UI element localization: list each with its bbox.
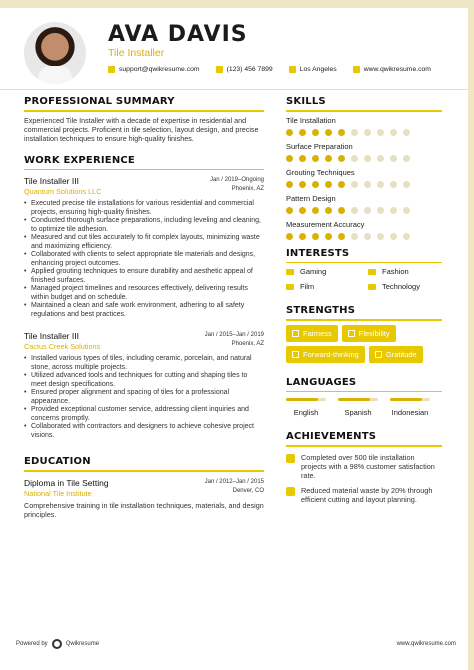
rating-dot (325, 181, 332, 188)
skill-item (286, 116, 442, 136)
job-location: Phoenix, AZ (231, 186, 264, 192)
rating-dot (338, 181, 345, 188)
job-bullet: • Ensured proper alignment and spacing of tiles for a professional appearance. (24, 389, 264, 406)
language-item (390, 398, 430, 417)
education-location: Denver, CO (232, 487, 264, 494)
strength-tag (286, 346, 365, 363)
skill-rating (286, 207, 442, 214)
email-text[interactable]: support@qwikresume.com (119, 66, 200, 73)
strength-tag (369, 346, 423, 363)
rating-dot (377, 207, 384, 214)
language-item (286, 398, 326, 417)
rating-dot (325, 155, 332, 162)
job-bullet: • Installed various types of tiles, including ceramic, porcelain, and natural stone, across multiple projects. (24, 355, 264, 372)
right-column (286, 96, 442, 504)
company-name: Cactus Creek Solutions (24, 342, 101, 351)
language-bar (390, 398, 430, 401)
phone-text: (123) 456 7899 (226, 66, 273, 73)
rating-dot (377, 129, 384, 136)
interests-heading: INTERESTS (286, 247, 350, 259)
strength-label: Flexibility (358, 328, 390, 338)
website-text[interactable]: www.qwikresume.com (363, 66, 431, 73)
job-title: Tile Installer III (24, 331, 79, 341)
section-rule (286, 262, 442, 264)
skill-rating (286, 181, 442, 188)
rating-dot (377, 155, 384, 162)
trophy-icon (286, 454, 295, 463)
job-bullet: • Measured and cut tiles accurately to fit complex layouts, minimizing waste and maximizing efficiency. (24, 234, 264, 251)
degree-title: Diploma in Tile Setting (24, 477, 109, 488)
rating-dot (312, 233, 319, 240)
language-bar (338, 398, 378, 401)
rating-dot (299, 155, 306, 162)
rating-dot (312, 181, 319, 188)
rating-dot (364, 129, 371, 136)
skill-label: Grouting Techniques (286, 167, 355, 177)
rating-dot (286, 233, 293, 240)
skill-item (286, 142, 442, 162)
email-icon (108, 66, 115, 73)
brand-text[interactable]: Qwikresume (65, 641, 100, 647)
job-dates: Jan / 2019–Ongoing (209, 177, 264, 183)
rating-dot (364, 181, 371, 188)
achievement-item (286, 486, 442, 504)
job-bullet: • Managed project timelines and resources effectively, delivering results within budget and on schedule. (24, 285, 264, 302)
interest-label: Fashion (382, 267, 409, 276)
strength-tag (342, 325, 396, 342)
job-bullet: • Maintained a clean and safe work environment, adhering to all safety regulations and best practices. (24, 302, 264, 319)
education-text: Comprehensive training in tile installation techniques, materials, and design principles. (24, 500, 264, 519)
job-dates: Jan / 2015–Jan / 2019 (204, 332, 264, 338)
profile-photo (24, 22, 86, 84)
rating-dot (390, 155, 397, 162)
candidate-title: Tile Installer (108, 47, 165, 59)
rating-dot (390, 233, 397, 240)
rating-dot (312, 155, 319, 162)
rating-dot (351, 207, 358, 214)
rating-dot (403, 155, 410, 162)
header-divider (0, 89, 468, 90)
arrow-icon (292, 351, 299, 358)
job-bullet: • Utilized advanced tools and techniques for cutting and shaping tiles to meet design specifications. (24, 372, 264, 389)
languages-list (286, 398, 442, 417)
strengths-list (286, 325, 442, 363)
job-bullet: • Collaborated with contractors and designers to achieve cohesive project visions. (24, 423, 264, 440)
interest-item (286, 267, 360, 276)
skill-label: Pattern Design (286, 193, 336, 203)
strength-label: Gratitude (385, 349, 417, 359)
job-entry (24, 176, 264, 319)
strengths-heading: STRENGTHS (286, 305, 356, 316)
footer-site[interactable]: www.qwikresume.com (396, 641, 456, 647)
section-rule (286, 445, 442, 447)
rating-dot (299, 233, 306, 240)
powered-text: Powered by (16, 641, 48, 647)
skill-rating (286, 155, 442, 162)
rating-dot (403, 129, 410, 136)
location-icon (289, 66, 296, 73)
language-bar-fill (338, 398, 370, 401)
top-band (0, 0, 474, 8)
summary-text: Experienced Tile Installer with a decade of expertise in residential and commercial projects. Proficient in tile selection, layout design, and precise installation techniques to ensure high-quality finishes. (24, 115, 259, 143)
gamepad-icon (286, 269, 294, 275)
school-name: National Tile Institute (24, 488, 92, 498)
skill-label: Surface Preparation (286, 141, 353, 151)
rating-dot (338, 155, 345, 162)
shirt-icon (368, 269, 376, 275)
interest-item (368, 282, 442, 291)
language-item (338, 398, 378, 417)
location-text: Los Angeles (299, 66, 337, 73)
education-heading: EDUCATION (24, 456, 91, 467)
strength-label: Forward-thinking (303, 349, 359, 359)
scale-icon (292, 330, 299, 337)
rating-dot (351, 181, 358, 188)
language-label: Spanish (344, 408, 372, 417)
skill-label: Measurement Accuracy (286, 219, 365, 229)
website-icon (353, 66, 360, 73)
rating-dot (364, 233, 371, 240)
languages-heading: LANGUAGES (286, 376, 357, 388)
achievement-text: Completed over 500 tile installation projects with a 98% customer satisfaction rate. (301, 452, 435, 480)
interest-label: Gaming (300, 267, 327, 276)
rating-dot (351, 233, 358, 240)
rating-dot (299, 129, 306, 136)
summary-heading: PROFESSIONAL SUMMARY (24, 96, 175, 107)
trophy-icon (286, 487, 295, 496)
rating-dot (377, 233, 384, 240)
rating-dot (286, 181, 293, 188)
flex-icon (348, 330, 355, 337)
section-rule (286, 319, 442, 321)
rating-dot (403, 207, 410, 214)
achievements-heading: ACHIEVEMENTS (286, 431, 377, 442)
rating-dot (338, 207, 345, 214)
section-rule (286, 391, 442, 393)
job-title: Tile Installer III (24, 176, 79, 186)
education-dates: Jan / 2012–Jan / 2015 (204, 478, 264, 485)
rating-dot (325, 129, 332, 136)
rating-dot (403, 233, 410, 240)
achievement-text: Reduced material waste by 20% through efficient cutting and layout planning. (301, 485, 433, 504)
job-bullet: • Conducted thorough surface preparations, including leveling and cleaning, to optimize tile adhesion. (24, 217, 264, 234)
rating-dot (390, 129, 397, 136)
phone-icon (216, 66, 223, 73)
job-location: Phoenix, AZ (231, 341, 264, 347)
candidate-name: AVA DAVIS (108, 22, 248, 47)
company-name: Quantum Solutions LLC (24, 187, 102, 196)
qwikresume-logo-icon (52, 639, 62, 649)
right-band (468, 0, 474, 670)
job-bullet: • Collaborated with clients to select appropriate tile materials and designs, enhancing project outcomes. (24, 251, 264, 268)
job-bullets (24, 355, 264, 440)
skill-label: Tile Installation (286, 115, 336, 125)
rating-dot (312, 129, 319, 136)
rating-dot (286, 129, 293, 136)
rating-dot (299, 207, 306, 214)
rating-dot (390, 181, 397, 188)
rating-dot (351, 155, 358, 162)
rating-dot (338, 129, 345, 136)
interest-label: Film (300, 282, 315, 291)
rating-dot (325, 233, 332, 240)
section-rule (24, 110, 264, 112)
skills-list (286, 116, 442, 240)
rating-dot (312, 207, 319, 214)
language-bar-fill (390, 398, 422, 401)
section-rule (24, 169, 264, 171)
interests-list (286, 267, 442, 291)
rating-dot (286, 155, 293, 162)
education-entry (24, 478, 264, 519)
section-rule (24, 470, 264, 472)
job-entry (24, 331, 264, 440)
language-bar-fill (286, 398, 318, 401)
strength-tag (286, 325, 338, 342)
section-rule (286, 110, 442, 112)
heart-icon (375, 351, 382, 358)
skill-item (286, 168, 442, 188)
powered-by (16, 639, 99, 649)
rating-dot (338, 233, 345, 240)
strength-label: Fairness (303, 328, 332, 338)
job-bullets (24, 200, 264, 319)
skill-rating (286, 233, 442, 240)
experience-heading: WORK EXPERIENCE (24, 154, 135, 166)
rating-dot (403, 181, 410, 188)
rating-dot (364, 207, 371, 214)
footer (16, 639, 456, 649)
skill-rating (286, 129, 442, 136)
skill-item (286, 194, 442, 214)
rating-dot (351, 129, 358, 136)
rating-dot (299, 181, 306, 188)
contact-line (108, 66, 431, 73)
rating-dot (364, 155, 371, 162)
job-bullet: • Provided exceptional customer service, addressing client inquiries and concerns promptly. (24, 406, 264, 423)
skill-item (286, 220, 442, 240)
interest-label: Technology (382, 282, 420, 291)
rating-dot (390, 207, 397, 214)
language-label: Indonesian (391, 408, 429, 417)
language-label: English (293, 408, 319, 417)
interest-item (368, 267, 442, 276)
job-bullet: • Executed precise tile installations for various residential and commercial projects, ensuring high-quality finishes. (24, 200, 264, 217)
rating-dot (325, 207, 332, 214)
rating-dot (377, 181, 384, 188)
skills-heading: SKILLS (286, 96, 326, 107)
rating-dot (286, 207, 293, 214)
laptop-icon (368, 284, 376, 290)
job-bullet: • Applied grouting techniques to ensure durability and aesthetic appeal of finished surfaces. (24, 268, 264, 285)
achievement-item (286, 453, 442, 480)
interest-item (286, 282, 360, 291)
language-bar (286, 398, 326, 401)
left-column (24, 96, 264, 519)
film-icon (286, 284, 294, 290)
